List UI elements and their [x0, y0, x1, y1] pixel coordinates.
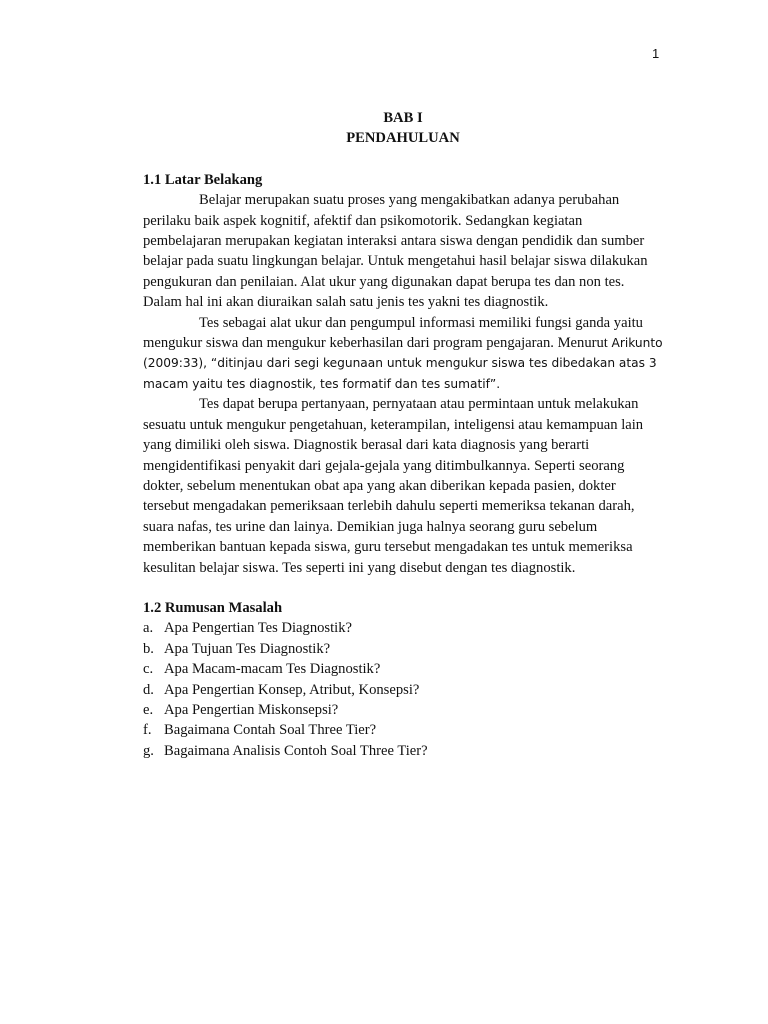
problem-list — [143, 618, 663, 761]
page-number: 1 — [652, 46, 660, 61]
list-item-text: Bagaimana Contah Soal Three Tier? — [164, 722, 377, 739]
list-item — [143, 659, 663, 679]
section-heading-rumusan-masalah: 1.2 Rumusan Masalah — [143, 599, 283, 616]
list-item-text: Apa Pengertian Miskonsepsi? — [164, 701, 339, 718]
list-item — [143, 720, 663, 740]
list-item-text: Apa Pengertian Tes Diagnostik? — [164, 620, 352, 637]
paragraph-2-lead: Tes sebagai alat ukur dan pengumpul informasi memiliki fungsi ganda yaitu mengukur siswa dan mengukur keberhasilan dari program pengajaran. Menurut — [143, 314, 643, 352]
list-item-text: Bagaimana Analisis Contoh Soal Three Tier? — [164, 742, 428, 759]
chapter-title: PENDAHULUAN — [346, 130, 460, 147]
list-marker: a. — [143, 620, 154, 637]
list-marker: c. — [143, 661, 154, 678]
list-item — [143, 680, 663, 700]
paragraph-1: Belajar merupakan suatu proses yang mengakibatkan adanya perubahan perilaku baik aspek kognitif, afektif dan psikomotorik. Sedangkan kegiatan pembelajaran merupakan kegiatan interaksi antara siswa dengan pendidik dan sumber belajar pada suatu lingkungan belajar. Untuk mengetahui hasil belajar siswa dilakukan pengukuran dan penilaian. Alat ukur yang digunakan dapat berupa tes dan non tes. Dalam hal ini akan diuraikan salah satu jenis tes yakni tes diagnostik. — [143, 192, 648, 311]
chapter-heading — [143, 108, 663, 149]
list-marker: b. — [143, 640, 154, 657]
chapter-label: BAB I — [383, 110, 423, 126]
list-item-text: Apa Macam-macam Tes Diagnostik? — [164, 661, 381, 678]
list-marker: d. — [143, 681, 154, 698]
paragraph-2 — [143, 313, 663, 395]
section-heading-latar-belakang: 1.1 Latar Belakang — [143, 171, 263, 188]
list-item-text: Apa Tujuan Tes Diagnostik? — [164, 640, 331, 657]
list-marker: g. — [143, 742, 154, 759]
list-marker: f. — [143, 722, 152, 739]
list-item — [143, 639, 663, 659]
arikunto-quote: Arikunto (2009:33), “ditinjau dari segi kegunaan untuk mengukur siswa tes dibedakan atas 3 macam yaitu tes diagnostik, tes formatif dan tes sumatif”. — [143, 336, 663, 391]
document-body — [143, 108, 663, 761]
list-item-text: Apa Pengertian Konsep, Atribut, Konsepsi? — [164, 681, 420, 698]
list-item — [143, 618, 663, 638]
list-item — [143, 700, 663, 720]
list-marker: e. — [143, 701, 154, 718]
paragraph-3: Tes dapat berupa pertanyaan, pernyataan atau permintaan untuk melakukan sesuatu untuk mengukur pengetahuan, keterampilan, inteligensi atau kemampuan lain yang dimiliki oleh siswa. Diagnostik berasal dari kata diagnosis yang berarti mengidentifikasi penyakit dari gejala-gejala yang ditimbulkannya. Seperti seorang dokter, sebelum menentukan obat apa yang akan diberikan kepada pasien, dokter tersebut mengadakan pemeriksaan terlebih dahulu seperti memeriksa tekanan darah, suara nafas, tes urine dan lainya. Demikian juga halnya seorang guru sebelum memberikan bantuan kepada siswa, guru tersebut mengadakan tes untuk memeriksa kesulitan belajar siswa. Tes seperti ini yang disebut dengan tes diagnostik. — [143, 396, 644, 576]
list-item — [143, 741, 663, 761]
